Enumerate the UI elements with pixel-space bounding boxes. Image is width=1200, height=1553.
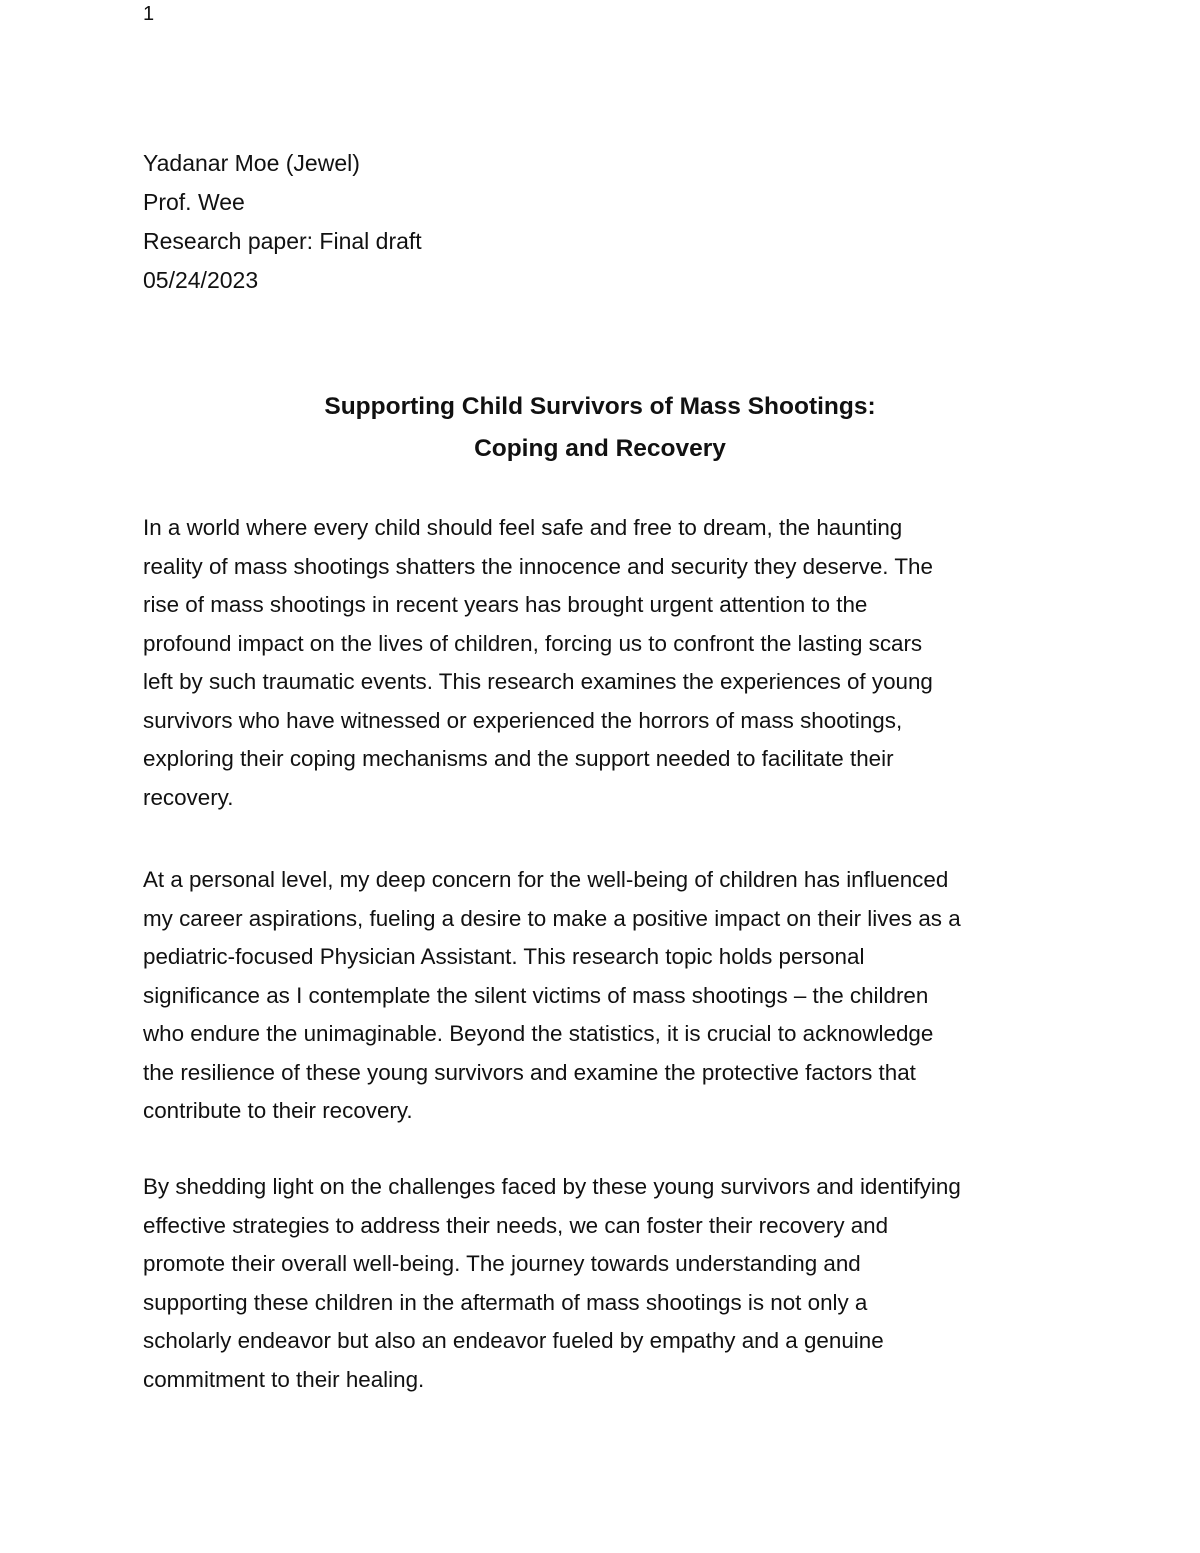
paper-date: 05/24/2023 <box>143 267 259 293</box>
paragraph-line: significance as I contemplate the silent victims of mass shootings – the children <box>143 982 929 1008</box>
paragraph-personal <box>143 861 1073 1131</box>
paper-header <box>143 144 422 300</box>
assignment-name: Research paper: Final draft <box>143 228 422 254</box>
paragraph-line: pediatric-focused Physician Assistant. This research topic holds personal <box>143 944 865 969</box>
paragraph-line: who endure the unimaginable. Beyond the statistics, it is crucial to acknowledge <box>143 1021 934 1046</box>
paragraph-line: In a world where every child should feel safe and free to dream, the haunting <box>143 515 903 540</box>
paragraph-line: commitment to their healing. <box>143 1366 425 1392</box>
paragraph-line: scholarly endeavor but also an endeavor fueled by empathy and a genuine <box>143 1328 884 1353</box>
paragraph-line: effective strategies to address their needs, we can foster their recovery and <box>143 1212 889 1238</box>
paper-title <box>0 386 1200 470</box>
paragraph-conclusion <box>143 1168 1073 1399</box>
paragraph-line: recovery. <box>143 784 234 810</box>
paragraph-line: supporting these children in the aftermath of mass shootings is not only a <box>143 1289 868 1315</box>
paragraph-line: By shedding light on the challenges faced by these young survivors and identifying <box>143 1174 961 1199</box>
page-number: 1 <box>143 3 155 25</box>
title-line-1: Supporting Child Survivors of Mass Shootings: <box>324 393 876 420</box>
paragraph-intro <box>143 509 1073 817</box>
paragraph-line: reality of mass shootings shatters the innocence and security they deserve. The <box>143 553 933 579</box>
paragraph-line: rise of mass shootings in recent years has brought urgent attention to the <box>143 592 868 617</box>
paragraph-line: exploring their coping mechanisms and the support needed to facilitate their <box>143 746 894 771</box>
paragraph-line: survivors who have witnessed or experienced the horrors of mass shootings, <box>143 707 903 733</box>
paragraph-line: profound impact on the lives of children, forcing us to confront the lasting scars <box>143 630 923 656</box>
paragraph-line: contribute to their recovery. <box>143 1098 413 1123</box>
professor-name: Prof. Wee <box>143 189 245 215</box>
paragraph-line: At a personal level, my deep concern for the well-being of children has influenced <box>143 867 949 892</box>
paragraph-line: the resilience of these young survivors and examine the protective factors that <box>143 1059 916 1085</box>
title-line-2: Coping and Recovery <box>474 435 726 462</box>
paragraph-line: promote their overall well-being. The journey towards understanding and <box>143 1251 861 1276</box>
paragraph-line: left by such traumatic events. This research examines the experiences of young <box>143 669 933 694</box>
author-name: Yadanar Moe (Jewel) <box>143 150 360 176</box>
paragraph-line: my career aspirations, fueling a desire to make a positive impact on their lives as a <box>143 905 961 931</box>
